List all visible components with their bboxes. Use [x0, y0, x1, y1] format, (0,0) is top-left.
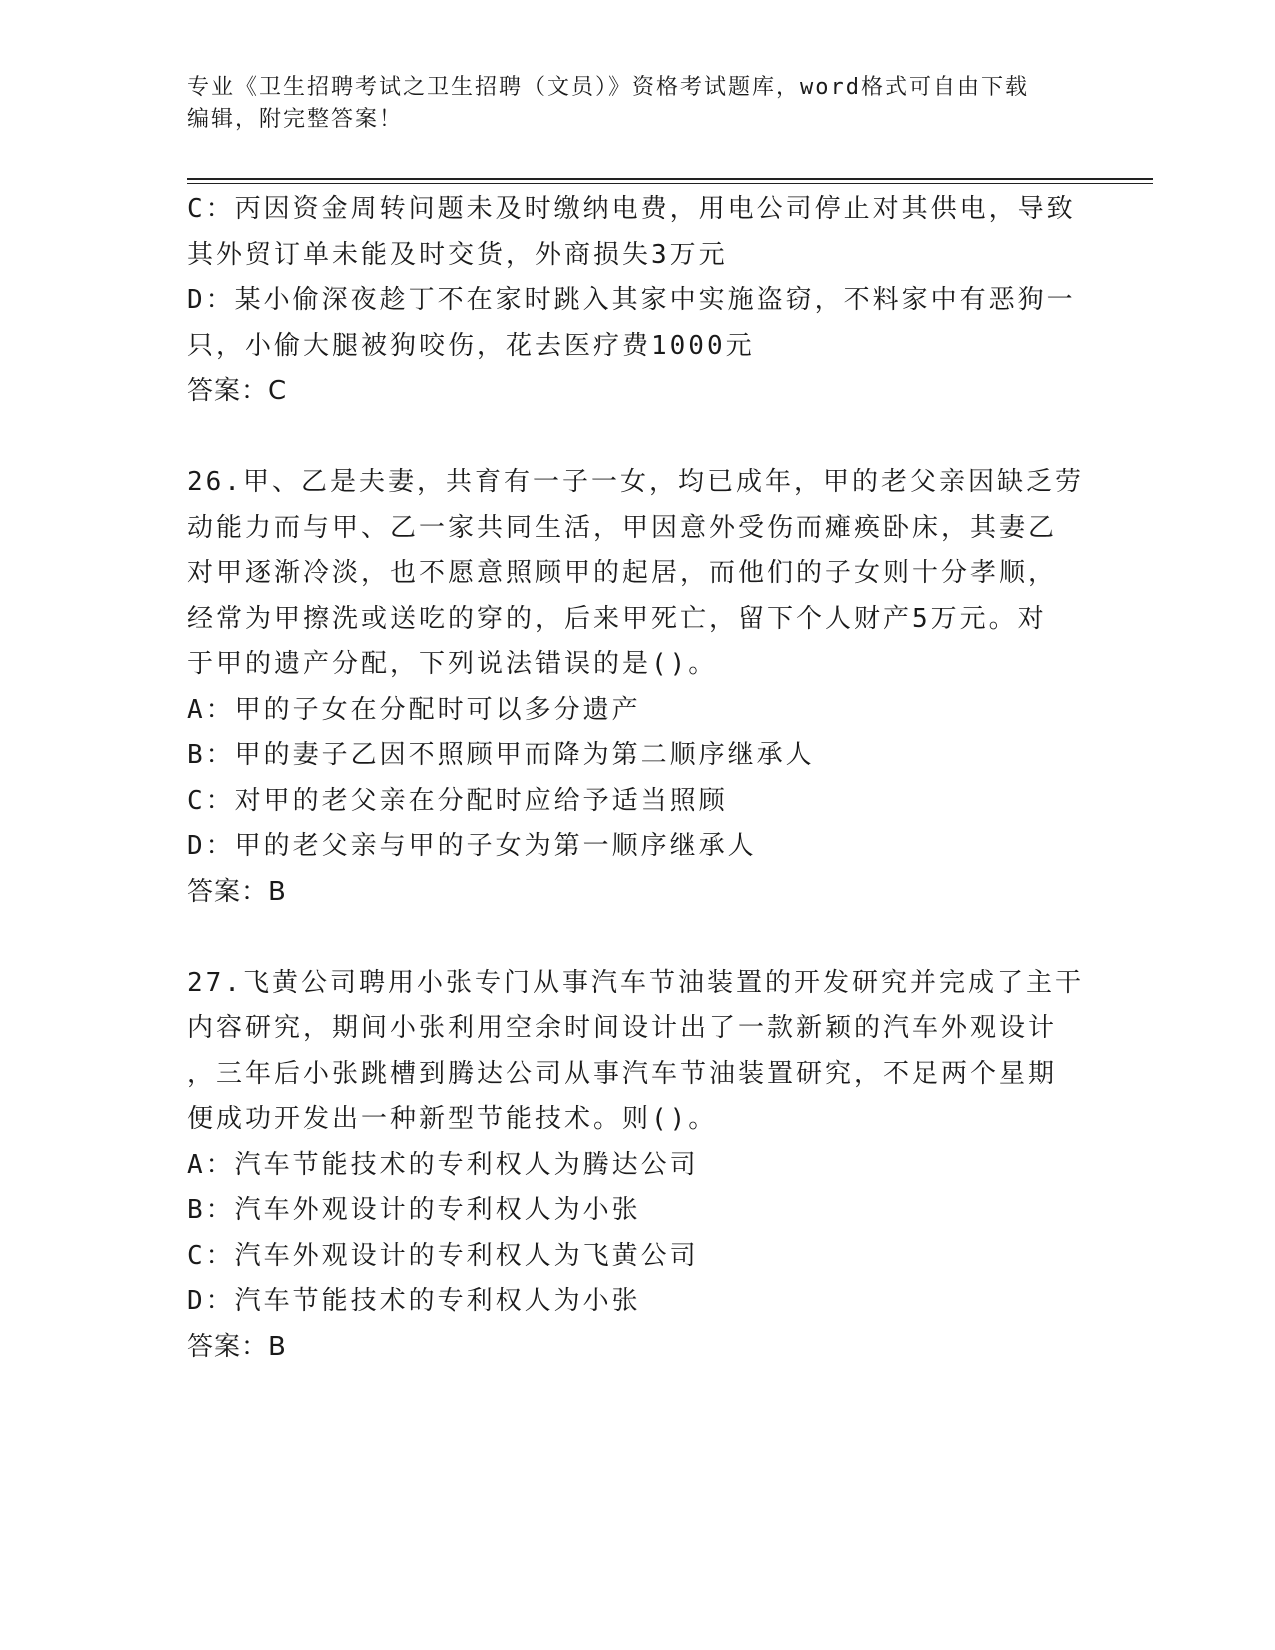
stem-line: 便成功开发出一种新型节能技术。则()。: [187, 1104, 718, 1134]
option-line: D：某小偷深夜趁丁不在家时跳入其家中实施盗窃，不料家中有恶狗一: [187, 285, 1076, 315]
prev-question-option-c: [187, 187, 1087, 278]
header-divider-thick: [187, 178, 1153, 180]
header-line-2: 编辑，附完整答案！: [187, 107, 404, 132]
question-answer: 答案：B: [187, 1331, 287, 1362]
option-a: A：甲的子女在分配时可以多分遗产: [187, 694, 641, 725]
option-b: B：汽车外观设计的专利权人为小张: [187, 1195, 641, 1225]
document-header: [187, 72, 1067, 136]
stem-line: 对甲逐渐冷淡，也不愿意照顾甲的起居，而他们的子女则十分孝顺，: [187, 558, 1058, 588]
prev-question-answer: 答案：C: [187, 376, 288, 406]
option-d: D：汽车节能技术的专利权人为小张: [187, 1286, 641, 1316]
option-line: C：丙因资金周转问题未及时缴纳电费，用电公司停止对其供电，导致: [187, 194, 1076, 224]
stem-line: 动能力而与甲、乙一家共同生活，甲因意外受伤而瘫痪卧床，其妻乙: [187, 512, 1058, 543]
stem-line: 27.飞黄公司聘用小张专门从事汽车节油装置的开发研究并完成了主干: [187, 967, 1084, 998]
spacer: [187, 415, 1087, 461]
question-stem: [187, 961, 1087, 1143]
question-stem: [187, 460, 1087, 688]
question-27: [187, 961, 1087, 1371]
option-a: A：汽车节能技术的专利权人为腾达公司: [187, 1149, 699, 1180]
option-line: 只，小偷大腿被狗咬伤，花去医疗费1000元: [187, 330, 755, 361]
option-b: B：甲的妻子乙因不照顾甲而降为第二顺序继承人: [187, 740, 815, 770]
stem-line: 内容研究，期间小张利用空余时间设计出了一款新颖的汽车外观设计: [187, 1013, 1058, 1043]
document-body: [187, 187, 1087, 1370]
header-divider-thin: [187, 183, 1153, 184]
question-answer: 答案：B: [187, 876, 287, 907]
option-c: C：对甲的老父亲在分配时应给予适当照顾: [187, 785, 728, 816]
option-c: C：汽车外观设计的专利权人为飞黄公司: [187, 1240, 699, 1271]
stem-line: 26.甲、乙是夫妻，共育有一子一女，均已成年，甲的老父亲因缺乏劳: [187, 467, 1084, 497]
stem-line: 于甲的遗产分配，下列说法错误的是()。: [187, 649, 718, 679]
option-line: 其外贸订单未能及时交货，外商损失3万元: [187, 239, 728, 270]
spacer: [187, 915, 1087, 961]
stem-line: 经常为甲擦洗或送吃的穿的，后来甲死亡，留下个人财产5万元。对: [187, 603, 1047, 634]
stem-line: ，三年后小张跳槽到腾达公司从事汽车节油装置研究，不足两个星期: [187, 1058, 1058, 1089]
header-line-1: 专业《卫生招聘考试之卫生招聘（文员）》资格考试题库，word格式可自由下载: [187, 75, 1029, 100]
option-d: D：甲的老父亲与甲的子女为第一顺序继承人: [187, 831, 757, 861]
question-26: [187, 460, 1087, 915]
prev-question-option-d: [187, 278, 1087, 369]
